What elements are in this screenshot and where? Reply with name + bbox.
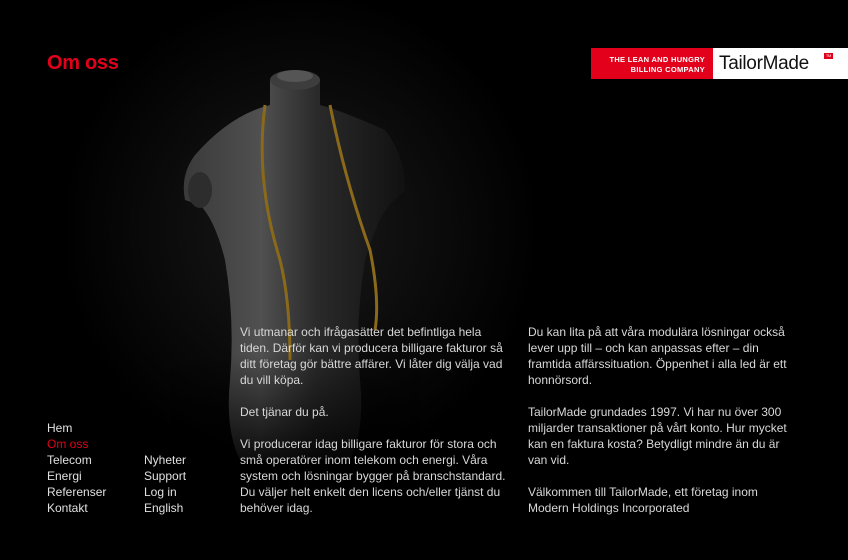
nav-item-om-oss[interactable]: Om oss <box>47 437 89 451</box>
nav-item-log-in[interactable]: Log in <box>144 485 177 499</box>
logo-tagline-line2: BILLING COMPANY <box>630 65 705 74</box>
paragraph: Vi producerar idag billigare fakturor för stora och små operatörer inom telekom och energi. Våra system och lösningar bygger på branschstandard. Du väljer helt enkelt den licens och/eller tjänst du behöver idag. <box>240 437 506 515</box>
nav-item-nyheter[interactable]: Nyheter <box>144 453 187 467</box>
nav-item-support[interactable]: Support <box>144 469 187 483</box>
nav-item-energi[interactable]: Energi <box>47 469 82 483</box>
nav-item-hem[interactable]: Hem <box>47 421 73 435</box>
paragraph: Du kan lita på att våra modulära lösningar också lever upp till – och kan anpassas efter – din framtida affärssituation. Öppenhet i alla led är ett honnörsord. <box>528 325 787 387</box>
nav-item-kontakt[interactable]: Kontakt <box>47 501 88 515</box>
nav-secondary <box>144 452 186 516</box>
logo[interactable] <box>591 48 848 79</box>
paragraph: Det tjänar du på. <box>240 405 329 419</box>
logo-brand-text: TailorMade <box>719 53 809 74</box>
content-column-2 <box>528 324 798 532</box>
paragraph: TailorMade grundades 1997. Vi har nu över 300 miljarder transaktioner på vårt konto. Hur mycket kan en faktura kosta? Betydligt mindre än du är van vid. <box>528 405 787 467</box>
logo-tagline <box>591 48 713 79</box>
paragraph: Välkommen till TailorMade, ett företag inom Modern Holdings Incorporated <box>528 485 758 515</box>
nav-item-english[interactable]: English <box>144 501 184 515</box>
logo-brand <box>713 48 848 79</box>
nav-item-referenser[interactable]: Referenser <box>47 485 107 499</box>
nav-primary <box>47 420 106 516</box>
content-column-1 <box>240 324 510 532</box>
paragraph: Vi utmanar och ifrågasätter det befintliga hela tiden. Därför kan vi producera billigare fakturor så ditt företag gör bättre affärer. Vi låter dig välja vad du vill köpa. <box>240 325 503 387</box>
page-title: Om oss <box>47 52 119 74</box>
logo-tagline-line1: THE LEAN AND HUNGRY <box>609 55 705 64</box>
nav-item-telecom[interactable]: Telecom <box>47 453 92 467</box>
trademark-badge: TM <box>825 53 832 58</box>
